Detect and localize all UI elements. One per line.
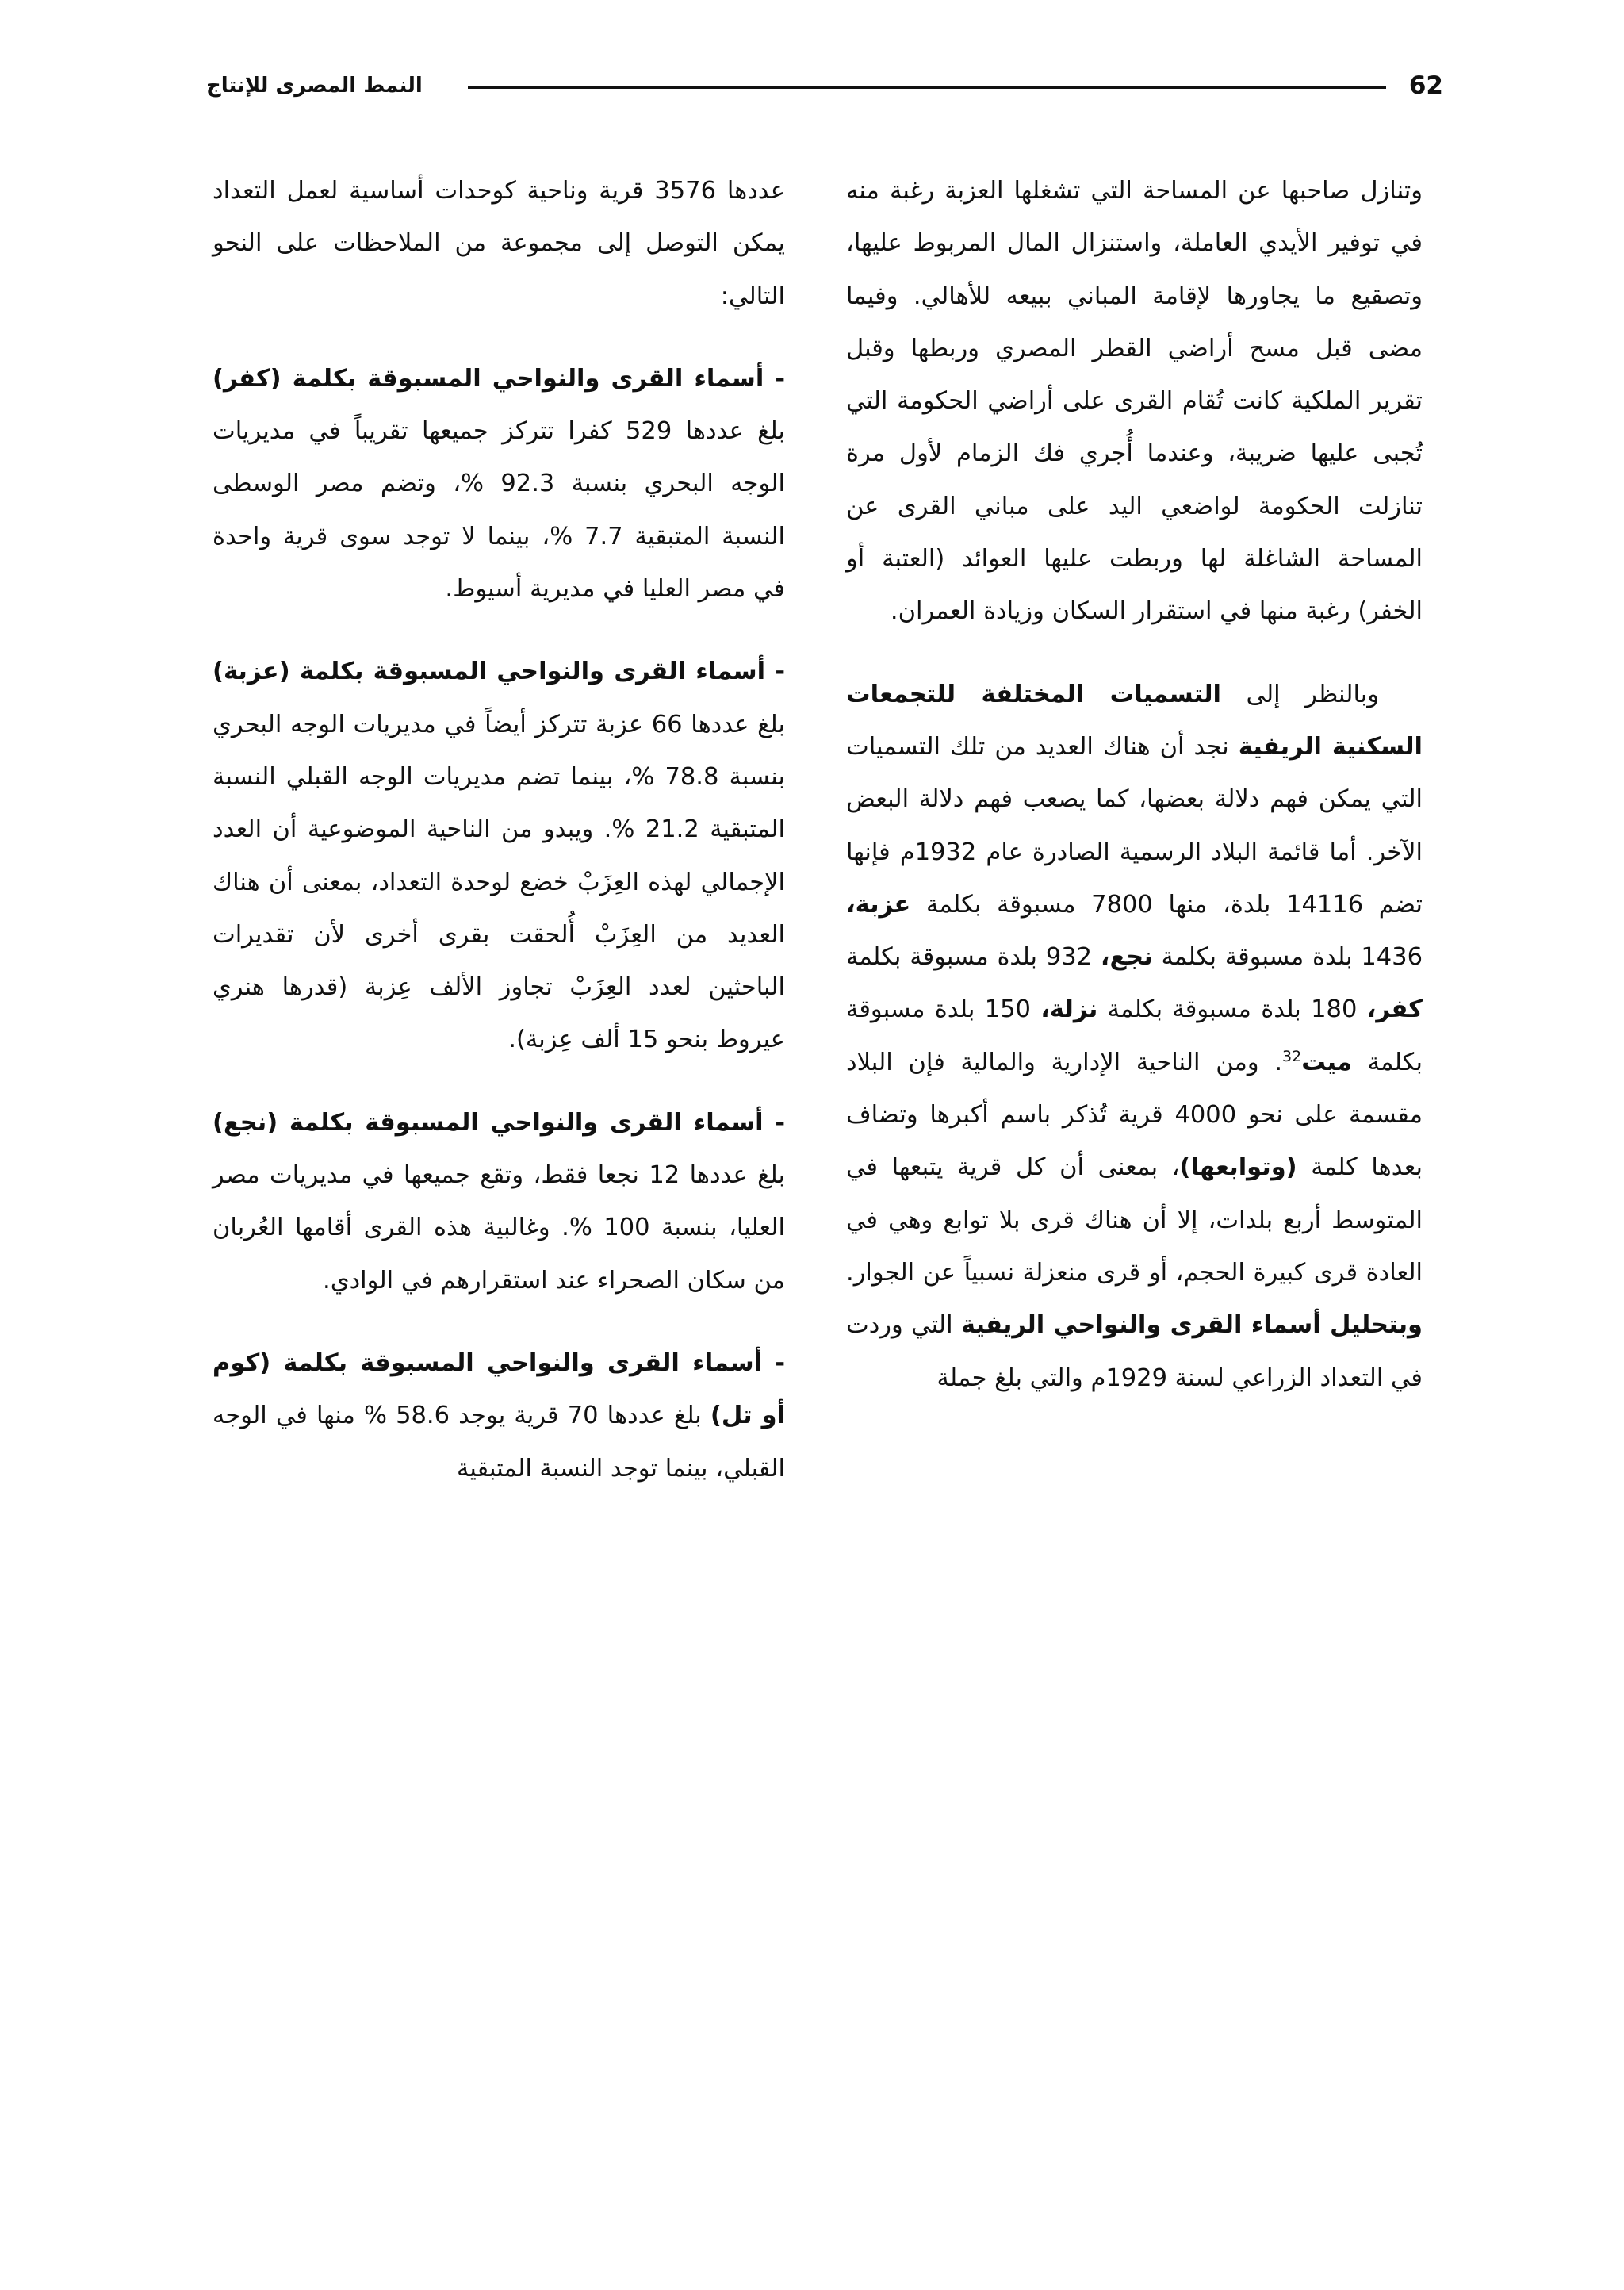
text-run: . ومن الناحية الإدارية والمالية فإن البلاد مقسمة على نحو 4000 قرية تُذكر باسم أكبرها وتضاف بعدها كلمة — [846, 1048, 1423, 1182]
text-run: 1436 بلدة مسبوقة بكلمة — [1152, 943, 1423, 972]
paragraph-kafr — [213, 353, 785, 616]
paragraph-gap — [213, 323, 785, 353]
header-rule — [468, 86, 1386, 89]
text-run: بلغ عددها 70 قرية يوجد 58.6 % منها في الوجه القبلي، بينما توجد النسبة المتبقية — [213, 1402, 785, 1483]
section-heading-kafr: - أسماء القرى والنواحي المسبوقة بكلمة (كفر) — [213, 364, 785, 393]
bold-term: نجع، — [1100, 943, 1153, 972]
paragraph-ezba — [213, 646, 785, 1066]
text-run: ، بمعنى أن كل قرية يتبعها في المتوسط أربع بلدات، إلا أن هناك قرى بلا توابع وهي في العادة قرى كبيرة الحجم، أو قرى منعزلة نسبياً عن الجوار. — [846, 1153, 1423, 1287]
text-run: بلغ عددها 529 كفرا تتركز جميعها تقريباً في مديريات الوجه البحري بنسبة 92.3 %، وتضم مصر الوسطى النسبة المتبقية 7.7 %، بينما لا توجد سوى قرية واحدة في مصر العليا في مديرية أسيوط. — [213, 417, 785, 604]
section-heading-nagaa: - أسماء القرى والنواحي المسبوقة بكلمة (نجع) — [213, 1108, 785, 1137]
paragraph-rural-names — [846, 669, 1423, 1405]
bold-term: التسميات المختلفة للتجمعات السكنية الريفية — [846, 680, 1423, 761]
paragraph-gap — [846, 639, 1423, 669]
text-run: بلغ عددها 12 نجعا فقط، وتقع جميعها في مديريات مصر العليا، بنسبة 100 %. وغالبية هذه القرى أقامها العُربان من سكان الصحراء عند استقرارهم في الوادي. — [213, 1161, 786, 1295]
book-title: النمط المصرى للإنتاج — [206, 74, 423, 98]
paragraph-gap — [213, 1067, 785, 1097]
bold-term: ميت — [1301, 1048, 1352, 1076]
text-run: وبالنظر إلى — [1220, 680, 1379, 708]
text-run: بلغ عددها 66 عزبة تتركز أيضاً في مديريات الوجه البحري بنسبة 78.8 %، بينما تضم مديريات الوجه القبلي النسبة المتبقية 21.2 %. ويبدو من الناحية الموضوعية أن العدد الإجمالي لهذه العِزَبْ خضع لوحدة التعداد، بمعنى أن هناك العديد من العِزَبْ أُلحقت بقرى أخرى لأن تقديرات الباحثين لعدد العِزَبْ تجاوز الألف عِزبة (قدرها هنري عيروط بنحو 15 ألف عِزبة). — [213, 710, 785, 1054]
section-heading-ezba: - أسماء القرى والنواحي المسبوقة بكلمة (عزبة) — [213, 658, 785, 686]
page-number: 62 — [1408, 71, 1443, 100]
bold-term: عزبة، — [846, 890, 911, 919]
paragraph-gap — [213, 1307, 785, 1337]
text-run: نجد أن هناك العديد من تلك التسميات التي يمكن فهم دلالة بعضها، كما يصعب فهم دلالة البعض الآخر. أما قائمة البلاد الرسمية الصادرة عام 1932م فإنها تضم 14116 بلدة، منها 7800 مسبوقة بكلمة — [846, 732, 1423, 919]
bold-term: نزلة، — [1040, 995, 1098, 1024]
bold-term: وبتحليل أسماء القرى والنواحي الريفية — [960, 1311, 1423, 1340]
text-run: 150 بلدة مسبوقة بكلمة — [846, 995, 1423, 1076]
running-header — [206, 62, 1443, 109]
text-run: التي وردت في التعداد الزراعي لسنة 1929م والتي بلغ جملة — [846, 1311, 1423, 1392]
paragraph-kom — [213, 1337, 785, 1495]
paragraph-gap — [213, 616, 785, 646]
bold-term: (وتوابعها) — [1179, 1153, 1297, 1182]
footnote-marker: 32 — [1282, 1047, 1302, 1065]
left-column — [213, 165, 785, 1495]
text-run: 932 بلدة مسبوقة بكلمة — [846, 943, 1101, 972]
section-heading-kom: - أسماء القرى والنواحي المسبوقة بكلمة (كوم أو تل) — [213, 1348, 785, 1430]
paragraph-intro: عددها 3576 قرية وناحية كوحدات أساسية لعمل التعداد يمكن التوصل إلى مجموعة من الملاحظات على النحو التالي: — [213, 177, 785, 310]
right-column — [846, 165, 1423, 1405]
text-run: 180 بلدة مسبوقة بكلمة — [1097, 995, 1367, 1024]
paragraph-nagaa — [213, 1097, 785, 1307]
bold-term: كفر، — [1366, 995, 1423, 1024]
paragraph-ezba-origin: وتنازل صاحبها عن المساحة التي تشغلها العزبة رغبة منه في توفير الأيدي العاملة، واستنزال المال المربوط عليها، وتصقيع ما يجاورها لإقامة المباني ببيعه للأهالي. وفيما مضى قبل مسح أراضي القطر المصري وربطها وقبل تقرير الملكية كانت تُقام القرى على أراضي الحكومة التي تُجبى عليها ضريبة، وعندما أُجري فك الزمام لأول مرة تنازلت الحكومة لواضعي اليد على مباني القرى عن المساحة الشاغلة لها وربطت عليها العوائد (العتبة أو الخفر) رغبة منها في استقرار السكان وزيادة العمران. — [846, 177, 1423, 626]
